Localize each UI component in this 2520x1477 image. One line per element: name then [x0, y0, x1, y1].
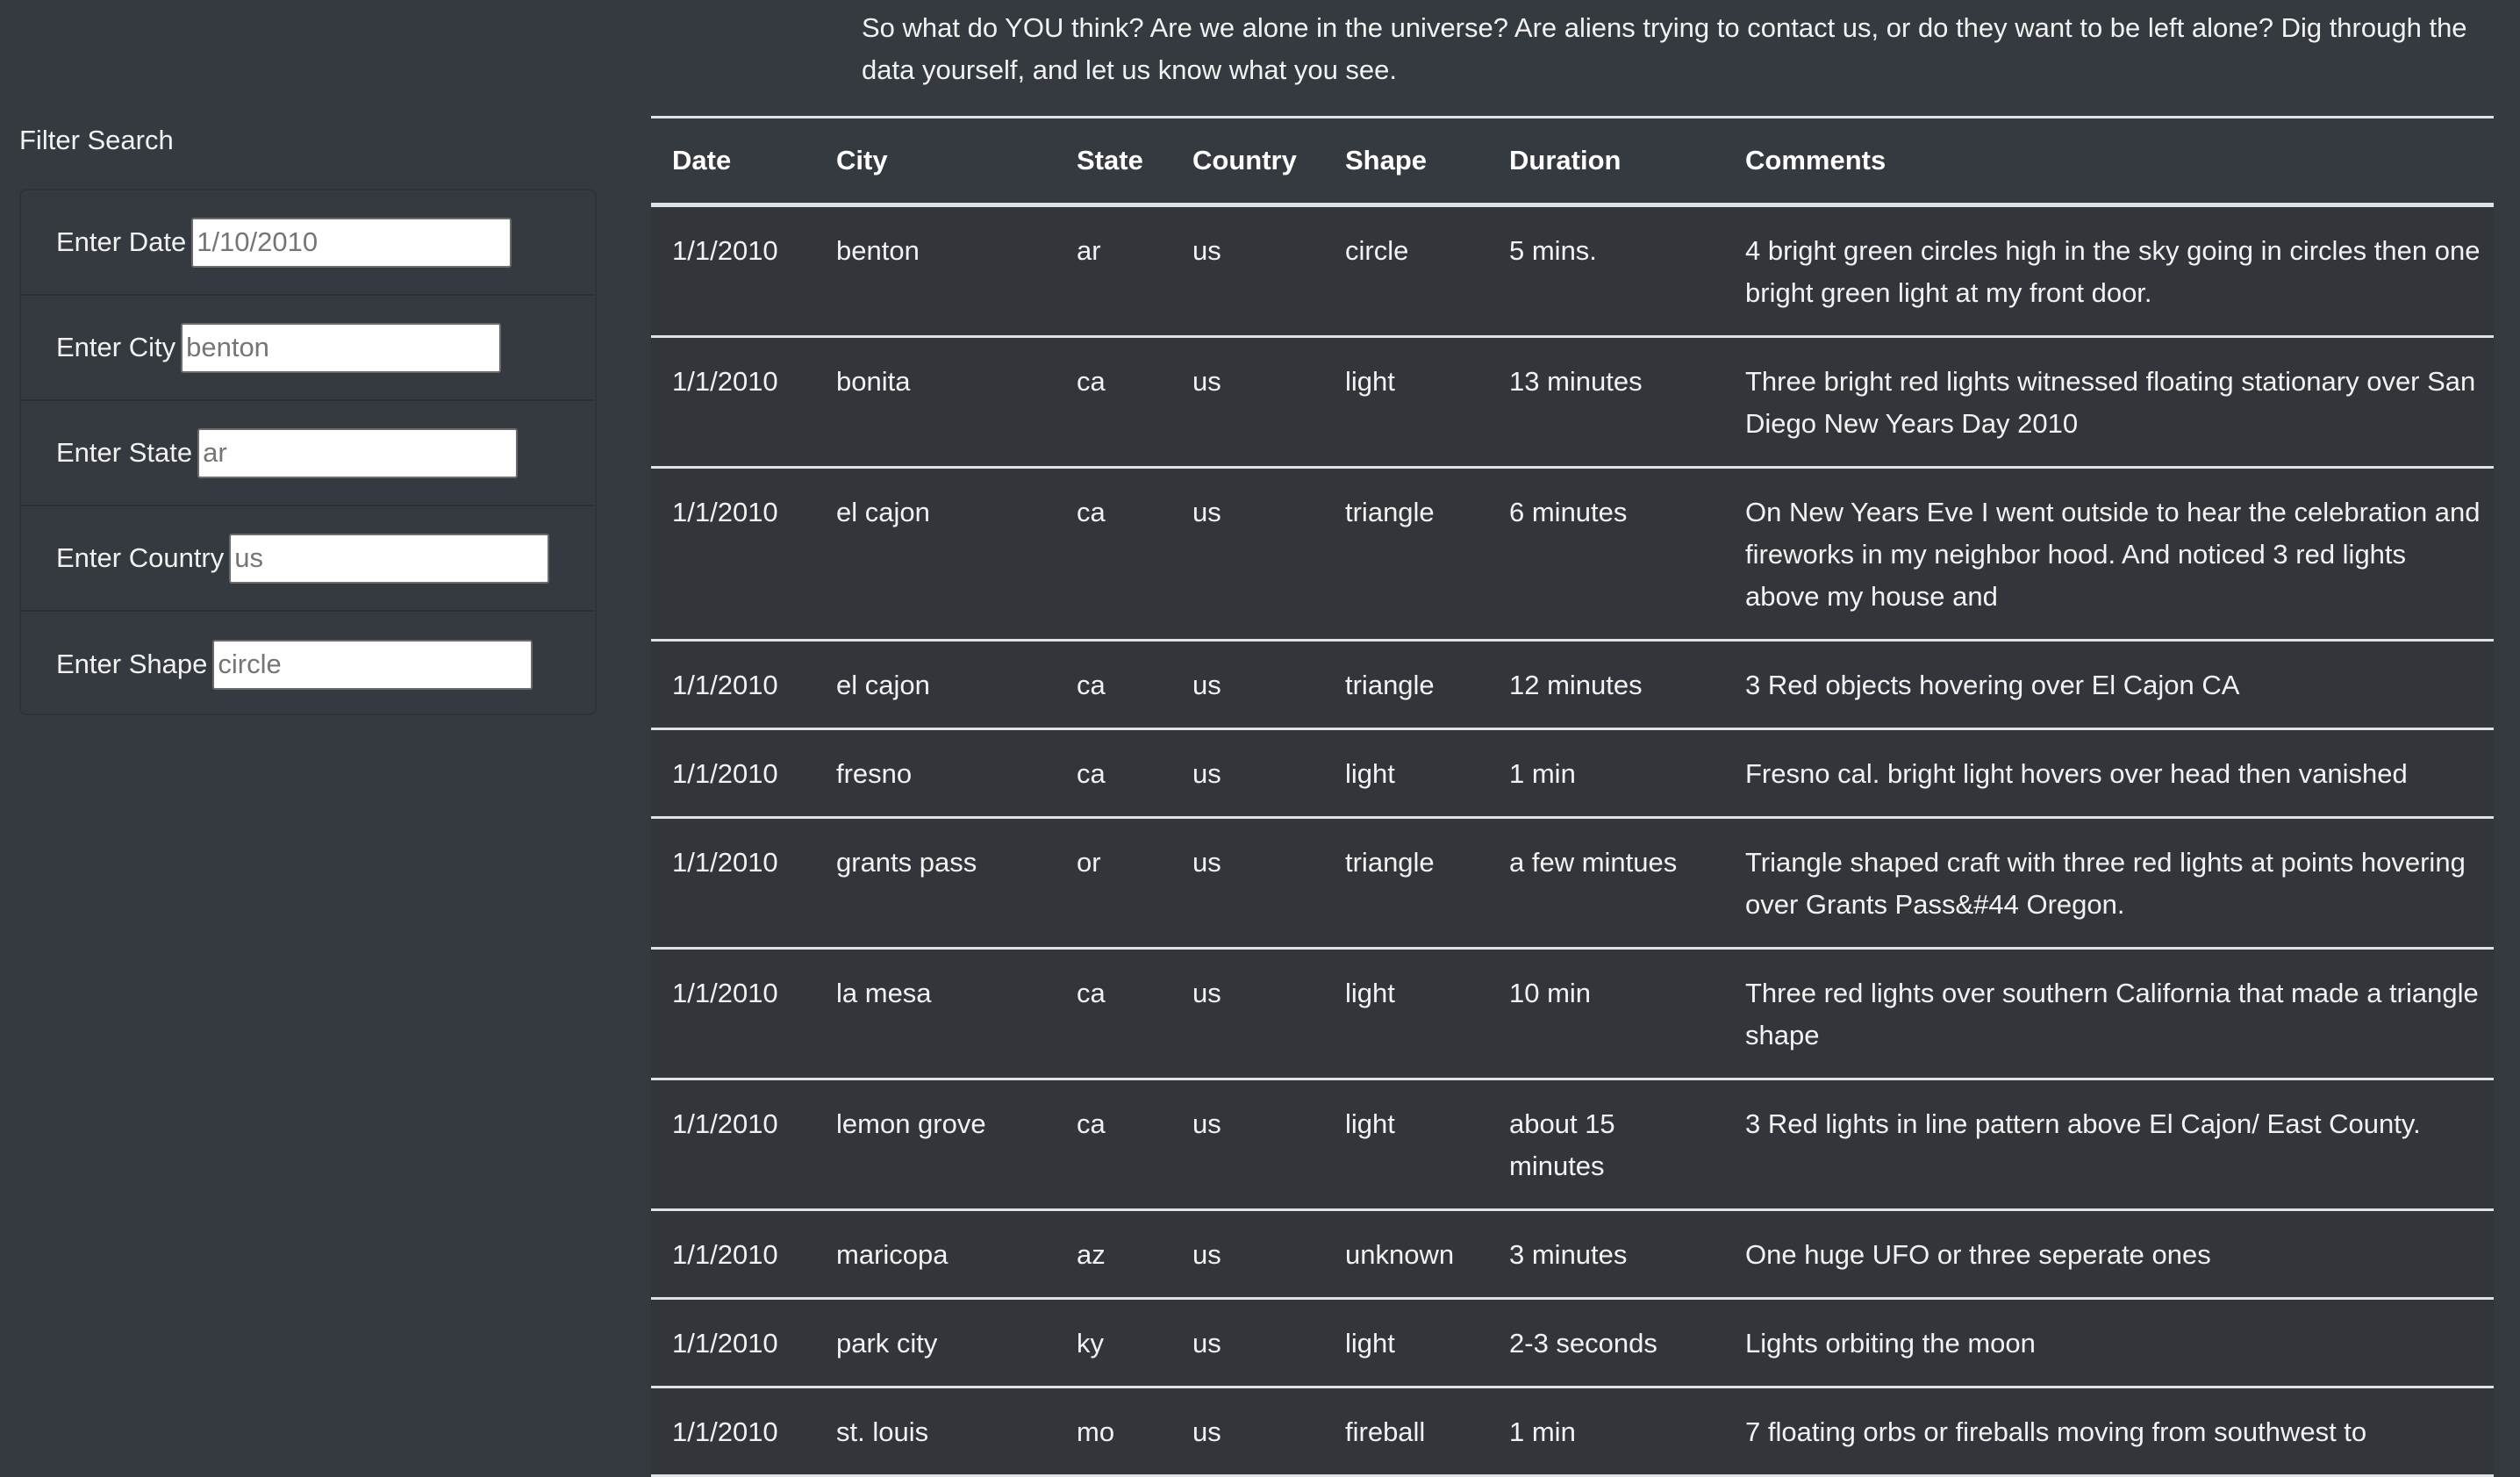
cell-duration: 1 min	[1509, 1416, 1576, 1447]
cell-country: us	[1192, 235, 1221, 266]
cell-city: grants pass	[836, 847, 977, 878]
header-shape: Shape	[1324, 118, 1488, 205]
cell-shape: triangle	[1345, 497, 1435, 527]
filter-row-city	[21, 296, 595, 401]
cell-state: ca	[1077, 670, 1106, 700]
cell-date: 1/1/2010	[672, 1328, 778, 1359]
cell-country: us	[1192, 1108, 1221, 1139]
state-input[interactable]	[197, 428, 518, 478]
filter-row-country	[21, 506, 595, 612]
cell-date: 1/1/2010	[672, 497, 778, 527]
cell-shape: fireball	[1345, 1416, 1426, 1447]
header-city: City	[815, 118, 1056, 205]
cell-shape: light	[1345, 1328, 1395, 1359]
cell-state: az	[1077, 1239, 1106, 1270]
cell-country: us	[1192, 497, 1221, 527]
cell-duration: 6 minutes	[1509, 497, 1628, 527]
cell-city: fresno	[836, 758, 913, 789]
table-row	[651, 729, 2494, 818]
cell-comments: Fresno cal. bright light hovers over head then vanished	[1745, 758, 2408, 789]
cell-shape: light	[1345, 978, 1395, 1008]
table-row	[651, 1210, 2494, 1299]
cell-country: us	[1192, 1239, 1221, 1270]
cell-date: 1/1/2010	[672, 1108, 778, 1139]
cell-state: ky	[1077, 1328, 1104, 1359]
cell-date: 1/1/2010	[672, 847, 778, 878]
cell-country: us	[1192, 670, 1221, 700]
cell-duration: 12 minutes	[1509, 670, 1643, 700]
cell-state: ca	[1077, 1108, 1106, 1139]
cell-duration: 5 mins.	[1509, 235, 1597, 266]
cell-date: 1/1/2010	[672, 1416, 778, 1447]
cell-comments: Triangle shaped craft with three red lights at points hovering over Grants Pass&#44 Oregon.	[1745, 847, 2466, 920]
cell-city: el cajon	[836, 670, 930, 700]
ufo-sightings-table	[651, 116, 2494, 1477]
cell-shape: triangle	[1345, 847, 1435, 878]
cell-date: 1/1/2010	[672, 670, 778, 700]
cell-duration: 10 min	[1509, 978, 1592, 1008]
header-country: Country	[1171, 118, 1324, 205]
cell-city: la mesa	[836, 978, 932, 1008]
cell-duration: 2-3 seconds	[1509, 1328, 1657, 1359]
cell-state: ca	[1077, 366, 1106, 397]
cell-date: 1/1/2010	[672, 1239, 778, 1270]
cell-comments: Three red lights over southern California that made a triangle shape	[1745, 978, 2479, 1050]
cell-comments: 7 floating orbs or fireballs moving from southwest to	[1745, 1416, 2367, 1447]
cell-comments: 3 Red objects hovering over El Cajon CA	[1745, 670, 2240, 700]
header-date: Date	[651, 118, 815, 205]
cell-date: 1/1/2010	[672, 978, 778, 1008]
cell-date: 1/1/2010	[672, 758, 778, 789]
table-row	[651, 205, 2494, 337]
cell-duration: about 15 minutes	[1509, 1108, 1615, 1181]
cell-shape: light	[1345, 1108, 1395, 1139]
cell-comments: 3 Red lights in line pattern above El Cajon/ East County.	[1745, 1108, 2421, 1139]
cell-duration: a few mintues	[1509, 847, 1678, 878]
cell-state: mo	[1077, 1416, 1115, 1447]
country-input[interactable]	[229, 534, 549, 584]
cell-city: el cajon	[836, 497, 930, 527]
cell-country: us	[1192, 1416, 1221, 1447]
cell-city: park city	[836, 1328, 938, 1359]
cell-comments: Lights orbiting the moon	[1745, 1328, 2036, 1359]
filter-row-shape	[21, 612, 595, 717]
table-row	[651, 949, 2494, 1079]
filter-panel	[19, 189, 597, 715]
cell-country: us	[1192, 978, 1221, 1008]
table-row	[651, 1299, 2494, 1387]
cell-shape: unknown	[1345, 1239, 1455, 1270]
date-label: Enter Date	[56, 226, 187, 257]
cell-duration: 1 min	[1509, 758, 1576, 789]
cell-comments: One huge UFO or three seperate ones	[1745, 1239, 2211, 1270]
cell-shape: triangle	[1345, 670, 1435, 700]
cell-city: lemon grove	[836, 1108, 986, 1139]
date-input[interactable]	[191, 218, 512, 268]
header-duration: Duration	[1488, 118, 1724, 205]
table-row	[651, 641, 2494, 729]
cell-duration: 13 minutes	[1509, 366, 1643, 397]
cell-duration: 3 minutes	[1509, 1239, 1628, 1270]
cell-comments: Three bright red lights witnessed floating stationary over San Diego New Years Day 2010	[1745, 366, 2476, 439]
cell-country: us	[1192, 847, 1221, 878]
table-row	[651, 1387, 2494, 1476]
cell-country: us	[1192, 1328, 1221, 1359]
ufo-table-container	[651, 116, 2494, 1477]
cell-state: ca	[1077, 758, 1106, 789]
cell-city: benton	[836, 235, 920, 266]
table-row	[651, 818, 2494, 949]
cell-state: ca	[1077, 978, 1106, 1008]
cell-date: 1/1/2010	[672, 366, 778, 397]
cell-country: us	[1192, 366, 1221, 397]
filter-row-date	[21, 190, 595, 296]
cell-city: st. louis	[836, 1416, 929, 1447]
cell-country: us	[1192, 758, 1221, 789]
city-label: Enter City	[56, 332, 176, 362]
cell-date: 1/1/2010	[672, 235, 778, 266]
header-state: State	[1056, 118, 1171, 205]
filter-search-title: Filter Search	[19, 125, 174, 155]
cell-shape: light	[1345, 758, 1395, 789]
filter-row-state	[21, 401, 595, 506]
table-header-row	[651, 118, 2494, 205]
intro-paragraph: So what do YOU think? Are we alone in the universe? Are aliens trying to contact us, or do they want to be left alone? Dig through the data yourself, and let us know what you see.	[862, 12, 2467, 85]
country-label: Enter Country	[56, 542, 225, 573]
cell-city: bonita	[836, 366, 911, 397]
cell-shape: light	[1345, 366, 1395, 397]
header-comments: Comments	[1724, 118, 2494, 205]
cell-state: or	[1077, 847, 1101, 878]
table-row	[651, 1079, 2494, 1210]
table-row	[651, 468, 2494, 641]
cell-comments: On New Years Eve I went outside to hear the celebration and fireworks in my neighbor hood. And noticed 3 red lights above my house and	[1745, 497, 2481, 612]
cell-state: ca	[1077, 497, 1106, 527]
cell-shape: circle	[1345, 235, 1409, 266]
shape-input[interactable]	[212, 640, 533, 690]
cell-city: maricopa	[836, 1239, 949, 1270]
state-label: Enter State	[56, 437, 193, 468]
table-row	[651, 337, 2494, 468]
city-input[interactable]	[181, 323, 501, 373]
cell-comments: 4 bright green circles high in the sky going in circles then one bright green light at my front door.	[1745, 235, 2481, 308]
cell-state: ar	[1077, 235, 1101, 266]
shape-label: Enter Shape	[56, 649, 208, 679]
